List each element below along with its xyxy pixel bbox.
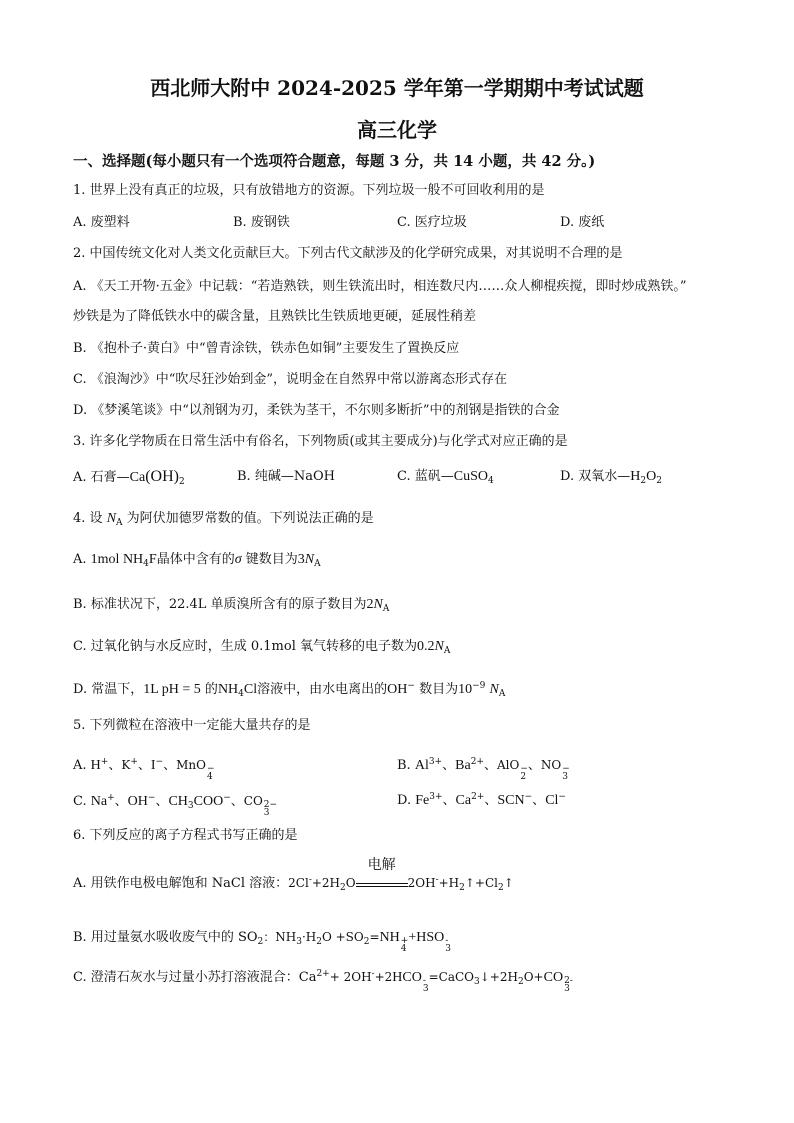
q4-stem-post: 为阿伏加德罗常数的值。下列说法正确的是 — [126, 511, 374, 526]
q4-option-b — [73, 596, 389, 614]
q4-a-sub: 4 — [143, 559, 149, 569]
q3-d-h: H — [630, 469, 641, 484]
ion-ba: Ba — [455, 758, 471, 773]
q6-c-text4: =CaCO — [428, 970, 475, 984]
q6-a-rhs4: ↑ — [503, 876, 514, 890]
ion-no3-charge: − — [562, 764, 570, 774]
q6-option-c — [73, 968, 573, 993]
ion-nh4: NH — [379, 930, 400, 945]
q6-c-text6: O+ — [523, 970, 544, 984]
ion-ch3-sub: 3 — [187, 801, 194, 811]
q6-a-rhs2-sub: 2 — [459, 883, 465, 893]
sep: 、 — [527, 758, 541, 773]
q5-option-a — [73, 756, 215, 781]
sep: 、 — [442, 758, 456, 773]
q6-a-lhs3: O — [345, 876, 356, 890]
ion-i-charge: − — [155, 757, 164, 767]
q4-d-oh-sup: − — [407, 681, 415, 691]
q6-a-lhs: 2Cl — [288, 876, 309, 890]
q4-option-c — [73, 638, 450, 656]
na-sub: A — [116, 518, 123, 528]
q6-a-lhs2: +2H — [311, 876, 341, 890]
ion-h: H — [90, 758, 101, 773]
q6-option-a — [73, 857, 514, 893]
q3-option-c-label: C. 蓝矾— — [397, 469, 454, 484]
ion-mno4-charge: − — [206, 764, 215, 774]
ion-ch3: CH — [168, 794, 188, 809]
q1-option-c: C. 医疗垃圾 — [397, 215, 467, 230]
q4-b-text: B. 标准状况下，22.4L 单质溴所含有的原子数目为 — [73, 597, 367, 612]
q6-c-text3: +2 — [374, 970, 393, 984]
ion-scn: SCN — [497, 793, 525, 808]
q6-c-oh-charge: - — [371, 969, 375, 979]
q5-option-c — [73, 792, 277, 817]
ion-ba-charge: 2+ — [470, 757, 484, 767]
ion-oh-charge: − — [147, 793, 156, 803]
q6-a-rhs2: +H — [438, 876, 460, 890]
sep: 、 — [163, 758, 177, 773]
q3-option-a-label: A. 石膏— — [73, 470, 130, 485]
q3-option-d — [560, 468, 662, 486]
q6-b-text3: ·H — [301, 930, 317, 944]
q1-option-b: B. 废钢铁 — [233, 215, 290, 230]
q6-c-text5-sub: 2 — [517, 977, 524, 987]
q2-option-b: B. 《抱朴子·黄白》中“曾青涂铁，铁赤色如铜”主要发生了置换反应 — [73, 341, 460, 356]
ion-mno4-sub: 4 — [206, 772, 213, 782]
sep: 、 — [114, 794, 128, 809]
q6-c-text4-sub: 3 — [474, 977, 480, 987]
q4-a-label: A. — [73, 552, 87, 567]
na-symbol: N — [489, 682, 499, 697]
ion-alo2-sub: 2 — [520, 772, 527, 782]
ion-na: Na — [90, 794, 108, 809]
q4-d-nh-sub: 4 — [238, 689, 244, 699]
ion-alo2: AlO — [496, 758, 520, 772]
ion-alo2-charge: − — [520, 764, 528, 774]
q6-option-b — [73, 928, 451, 953]
q2-option-d: D. 《梦溪笔谈》中“以剂钢为刃，柔铁为茎干，不尔则多断折”中的剂钢是指铁的合金 — [73, 403, 560, 418]
sigma-symbol: σ — [234, 552, 242, 567]
question-5-stem: 5. 下列微粒在溶液中一定能大量共存的是 — [73, 718, 311, 733]
q4-d-pow: 10 — [458, 682, 473, 697]
sep: 、 — [108, 758, 122, 773]
q6-c-text5: ↓+2H — [479, 970, 518, 984]
sep: 、 — [155, 794, 169, 809]
q4-c-num: 0.2 — [417, 639, 435, 654]
q4-d-mid3: 数目为 — [419, 682, 459, 697]
ion-nh4-sub: 4 — [400, 944, 407, 954]
ion-h-charge: + — [100, 757, 109, 767]
q3-option-a — [73, 468, 185, 487]
ion-co3-script — [264, 801, 277, 817]
q3-c-formula: CuSO — [453, 469, 488, 484]
ion-al: Al — [414, 758, 429, 773]
q5-b-label: B. — [397, 758, 411, 773]
ion-hso3: HSO — [416, 930, 445, 945]
q4-d-nh: NH — [217, 682, 239, 697]
q6-a-text: A. 用铁作电极电解饱和 NaCl 溶液： — [73, 876, 289, 891]
ion-co3-script — [564, 977, 573, 993]
ion-co3-charge: 2− — [263, 800, 278, 810]
ion-coo: COO — [193, 794, 224, 809]
q5-option-b — [397, 756, 570, 781]
q3-option-c — [397, 468, 494, 486]
q3-d-sub2: 2 — [656, 476, 662, 486]
ion-ca: Ca — [455, 793, 472, 808]
question-2-stem: 2. 中国传统文化对人类文化贡献巨大。下列古代文献涉及的化学研究成果，对其说明不合理的是 — [73, 246, 623, 261]
ion-co3-sub: 3 — [564, 984, 570, 994]
q4-d-label: D. 常温下， — [73, 682, 144, 697]
q3-option-b: B. 纯碱—NaOH — [237, 469, 335, 484]
q3-a-formula: Ca — [129, 470, 146, 485]
ion-cl: Cl — [545, 793, 559, 808]
q4-c-text: C. 过氧化钠与水反应时，生成 0.1mol 氧气转移的电子数为 — [73, 639, 417, 654]
q5-option-d — [397, 792, 566, 810]
q6-a-rhs-charge: - — [435, 875, 439, 885]
na-sub: A — [443, 646, 451, 656]
q6-a-rhs3-sub: 2 — [497, 883, 504, 893]
ion-k: K — [121, 758, 131, 772]
electrolysis-label: 电解 — [367, 857, 396, 873]
na-sub: A — [498, 689, 506, 699]
q6-a-lhs2-sub: 2 — [340, 883, 346, 893]
q6-c-text: C. 澄清石灰水与过量小苏打溶液混合：Ca — [73, 970, 317, 985]
ion-fe: Fe — [415, 793, 430, 808]
ion-alo2-script — [520, 765, 528, 781]
ion-hso3-script — [445, 937, 451, 953]
sep: 、 — [442, 793, 456, 808]
ion-i: I — [150, 758, 156, 773]
ion-no3-sub: 3 — [562, 772, 568, 782]
q6-b-text: B. 用过量氨水吸收废气中的 SO — [73, 930, 258, 945]
q6-b-plus: + — [408, 930, 417, 945]
ion-hco3: HCO — [392, 970, 422, 985]
q4-d-mid2: 溶液中，由水电离出的 — [257, 682, 388, 697]
q6-a-rhs3: ↑+Cl — [464, 876, 498, 890]
q6-b-text4-sub: 2 — [363, 937, 370, 947]
sep: 、 — [532, 793, 546, 808]
q2-option-a-line2: 炒铁是为了降低铁水中的碳含量，且熟铁比生铁质地更硬，延展性稍差 — [73, 309, 477, 324]
q4-d-oh: OH — [387, 682, 408, 697]
ion-cl-charge: − — [558, 792, 566, 802]
ion-no3-script — [562, 765, 570, 781]
ion-na-charge: + — [107, 793, 115, 803]
q4-d-mid: 的 — [204, 682, 218, 697]
q4-d-cl: Cl — [243, 682, 258, 697]
ion-co3-charge: 2- — [564, 976, 573, 986]
ion-hso3-sub: 3 — [445, 944, 451, 954]
na-symbol: N — [434, 639, 444, 654]
q5-d-label: D. — [397, 793, 412, 808]
ion-hco3-script — [423, 977, 429, 993]
q4-a-f: F — [148, 552, 157, 567]
q3-option-d-label: D. 双氧水— — [560, 469, 631, 484]
exam-title: 西北师大附中 2024-2025 学年第一学期期中考试试题 — [150, 76, 644, 100]
q6-a-lhs-charge: - — [308, 875, 312, 885]
q4-stem-pre: 4. 设 — [73, 511, 103, 526]
exam-subject: 高三化学 — [357, 118, 437, 142]
q4-a-num: 3 — [297, 552, 305, 567]
q4-b-num: 2 — [366, 597, 374, 612]
sep: 、 — [230, 794, 244, 809]
q2-option-a-line1: A. 《天工开物·五金》中记载：“若造熟铁，则生铁流出时，相连数尺内……众人柳棍疾搅，即时炒成熟铁。” — [73, 279, 687, 294]
q4-d-ph: 1L pH = 5 — [143, 682, 201, 697]
ion-mno4-script — [207, 765, 215, 781]
q6-c-text2: + 2OH — [329, 970, 372, 984]
section-heading: 一、选择题(每小题只有一个选项符合题意，每题 3 分，共 14 小题，共 42 分。) — [73, 153, 596, 170]
q6-a-rhs: 2OH — [407, 876, 436, 890]
ion-co3: CO — [243, 794, 263, 808]
q3-a-paren: (OH) — [145, 468, 179, 485]
ion-ca-charge: 2+ — [471, 792, 485, 802]
ion-nh4-charge: + — [400, 936, 409, 946]
q5-a-label: A. — [73, 758, 87, 773]
ion-mno4: MnO — [176, 758, 206, 772]
ion-oh: OH — [127, 794, 148, 809]
question-1-stem: 1. 世界上没有真正的垃圾，只有放错地方的资源。下列垃圾一般不可回收利用的是 — [73, 183, 545, 198]
sep: 、 — [137, 758, 151, 773]
q4-a-mid: 晶体中含有的 — [156, 552, 235, 567]
q3-a-sub: 2 — [178, 477, 185, 487]
q4-option-a — [73, 551, 321, 569]
q4-a-mid2: 键数目为 — [245, 552, 298, 567]
sep: 、 — [484, 793, 498, 808]
q6-b-text3-sub: 2 — [316, 937, 322, 947]
na-symbol: N — [106, 511, 117, 526]
q4-option-d — [73, 681, 505, 699]
ion-hco3-sub: 3 — [422, 984, 429, 994]
q3-c-sub: 4 — [487, 476, 494, 486]
electrolysis-arrow — [356, 857, 408, 887]
q1-option-a: A. 废塑料 — [73, 215, 130, 230]
q3-d-sub1: 2 — [640, 476, 647, 486]
ion-scn-charge: − — [524, 792, 533, 802]
q3-d-o: O — [646, 469, 657, 484]
ion-hso3-charge: - — [445, 936, 449, 946]
ion-k-charge: + — [130, 757, 138, 767]
equal-sign — [356, 883, 408, 887]
ion-co3: CO — [543, 970, 564, 985]
q1-option-d: D. 废纸 — [560, 215, 605, 230]
q6-b-text2: ：NH — [263, 930, 297, 944]
ion-coo-charge: − — [223, 793, 231, 803]
ion-co3-sub: 3 — [263, 808, 270, 818]
q6-b-text-sub: 2 — [257, 937, 264, 947]
ion-fe-charge: 3+ — [429, 792, 443, 802]
ion-al-charge: 3+ — [428, 757, 443, 767]
na-symbol: N — [304, 552, 315, 567]
q6-b-text4: O +SO — [321, 930, 364, 944]
question-4-stem — [73, 510, 374, 528]
na-sub: A — [314, 559, 321, 569]
sep: 、 — [483, 758, 497, 773]
ion-nh4-script — [401, 937, 409, 953]
q6-b-text5: = — [369, 930, 380, 944]
question-6-stem: 6. 下列反应的离子方程式书写正确的是 — [73, 828, 298, 843]
q6-c-ca-charge: 2+ — [316, 969, 330, 979]
q4-a-formula: 1mol NH — [90, 552, 144, 567]
na-symbol: N — [373, 597, 383, 612]
q2-option-c: C. 《浪淘沙》中“吹尽狂沙始到金”，说明金在自然界中常以游离态形式存在 — [73, 372, 508, 387]
ion-hco3-charge: - — [422, 976, 426, 986]
q6-b-text2-sub: 3 — [296, 937, 302, 947]
q4-d-pow-sup: −9 — [472, 681, 486, 691]
question-3-stem: 3. 许多化学物质在日常生活中有俗名，下列物质(或其主要成分)与化学式对应正确的是 — [73, 434, 568, 449]
na-sub: A — [382, 604, 390, 614]
q5-c-label: C. — [73, 794, 87, 809]
ion-no3: NO — [540, 758, 562, 772]
